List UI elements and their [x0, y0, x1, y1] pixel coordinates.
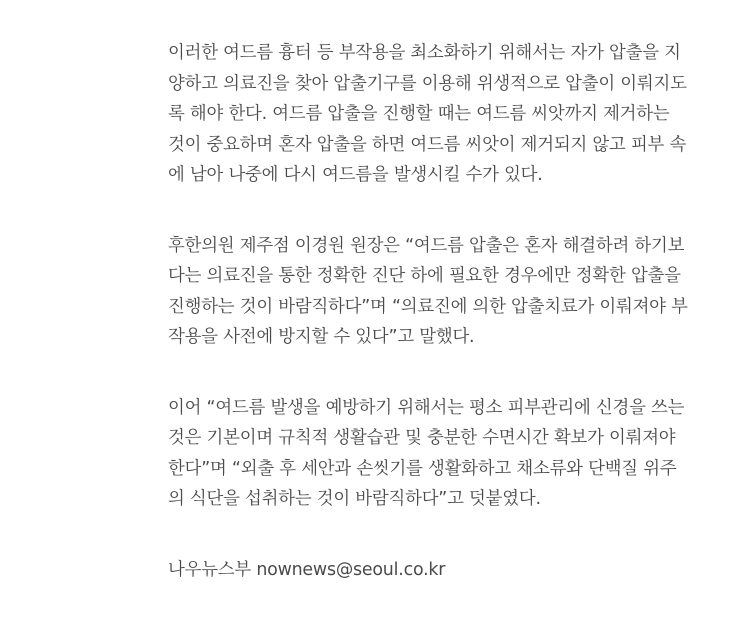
- paragraph-line: 의 식단을 섭취하는 것이 바람직하다”고 덧붙였다.: [168, 489, 541, 509]
- paragraph-line: 작용을 사전에 방지할 수 있다”고 말했다.: [168, 327, 475, 347]
- paragraph-line: 록 해야 한다. 여드름 압출을 진행할 때는 여드름 씨앗까지 제거하는: [168, 104, 670, 124]
- paragraph-line: 진행하는 것이 바람직하다”며 “의료진에 의한 압출치료가 이뤄져야 부: [168, 296, 688, 317]
- article-body: [168, 38, 740, 585]
- article-paragraph: [168, 231, 740, 353]
- paragraph-line: 에 남아 나중에 다시 여드름을 발생시킬 수가 있다.: [168, 165, 543, 185]
- article-paragraph: [168, 393, 740, 515]
- paragraph-line: 것이 중요하며 혼자 압출을 하면 여드름 씨앗이 제거되지 않고 피부 속: [168, 134, 687, 155]
- paragraph-spacer: [168, 515, 740, 555]
- paragraph-spacer: [168, 191, 740, 231]
- byline: 나우뉴스부 nownews@seoul.co.kr: [168, 559, 446, 580]
- paragraph-line: 양하고 의료진을 찾아 압출기구를 이용해 위생적으로 압출이 이뤄지도: [168, 73, 687, 94]
- paragraph-line: 후한의원 제주점 이경원 원장은 “여드름 압출은 혼자 해결하려 하기보: [168, 235, 685, 256]
- article-paragraph: [168, 38, 740, 191]
- paragraph-line: 것은 기본이며 규칙적 생활습관 및 충분한 수면시간 확보가 이뤄져야: [168, 428, 676, 448]
- paragraph-line: 다는 의료진을 통한 정확한 진단 하에 필요한 경우에만 정확한 압출을: [168, 266, 681, 286]
- paragraph-line: 이어 “여드름 발생을 예방하기 위해서는 평소 피부관리에 신경을 쓰는: [168, 397, 685, 418]
- paragraph-line: 한다”며 “외출 후 세안과 손씻기를 생활화하고 채소류와 단백질 위주: [168, 458, 677, 479]
- paragraph-line: 이러한 여드름 흉터 등 부작용을 최소화하기 위해서는 자가 압출을 지: [168, 43, 681, 63]
- paragraph-spacer: [168, 353, 740, 393]
